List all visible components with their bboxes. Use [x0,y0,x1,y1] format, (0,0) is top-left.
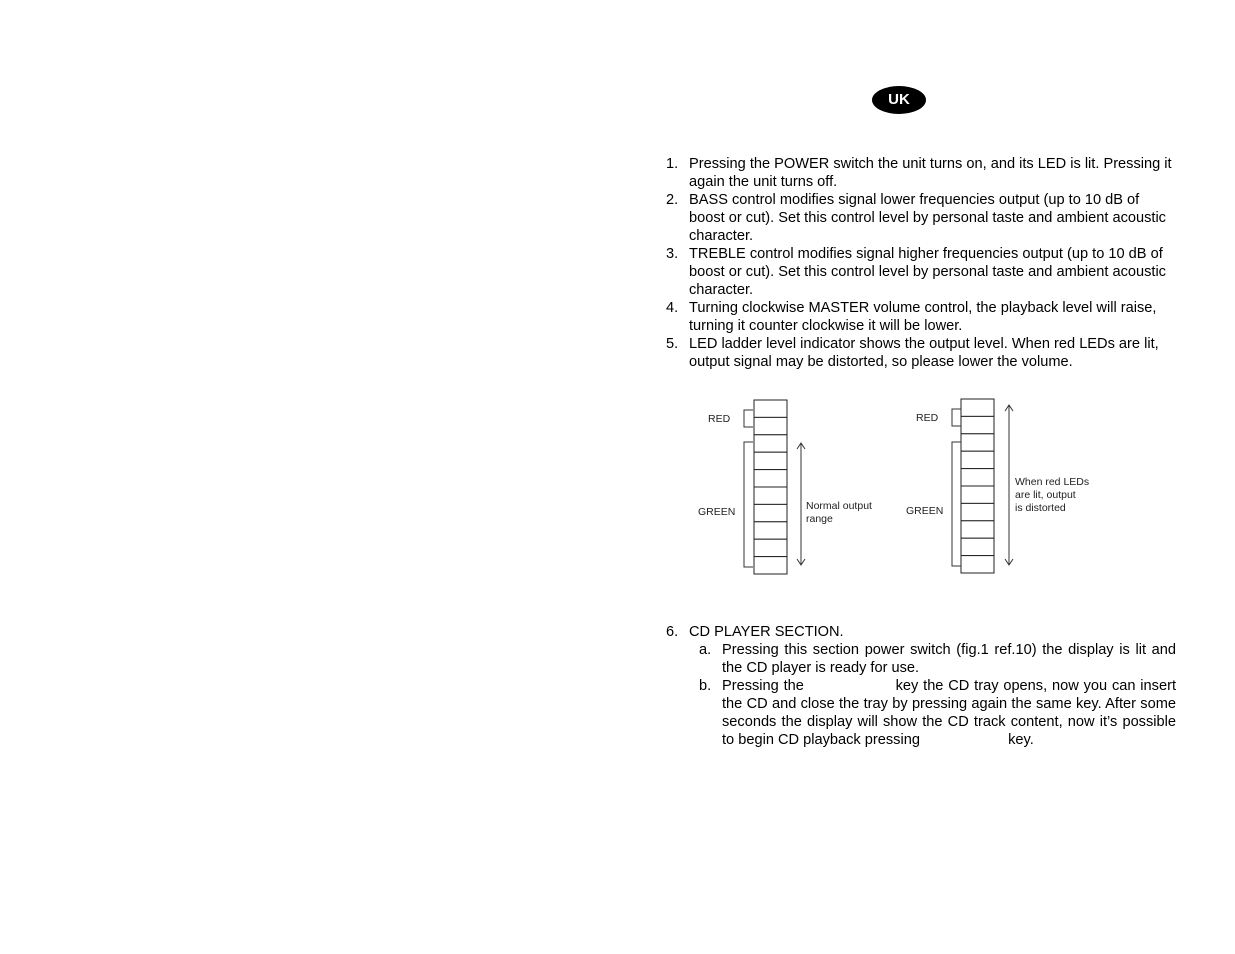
item-text: BASS control modifies signal lower frequencies output (up to 10 dB of boost or cut). Set this control level by personal taste and ambient acoustic character. [689,192,1166,244]
sub-item-text-part2: key the CD tray opens, now you can insert the CD and close the tray by pressing again the same key. After some seconds the display will show the CD track content, now it’s possible to begin CD playback pressing [722,678,1176,748]
red-bracket [744,410,753,427]
red-label: RED [708,413,731,425]
led-segments [754,400,787,574]
item-text: TREBLE control modifies signal higher frequencies output (up to 10 dB of boost or cut). Set this control level by personal taste and ambient acoustic character. [689,246,1166,298]
distort-note-line2: are lit, output [1015,489,1076,501]
led-segment [961,434,994,451]
led-segment [754,417,787,434]
item-number: 2. [666,192,679,208]
green-bracket [952,442,961,566]
item-number: 1. [666,156,679,172]
distort-note-line3: is distorted [1015,502,1066,514]
list-item [664,155,1176,191]
led-ladder-diagram [690,392,1110,582]
led-segment [754,400,787,417]
sub-item-letter: b. [699,678,712,694]
led-segment [961,538,994,555]
red-label: RED [916,412,939,424]
green-bracket [744,442,753,567]
item-text: Pressing the POWER switch the unit turns on, and its LED is lit. Pressing it again the unit turns off. [689,156,1172,190]
uk-language-badge: UK [872,86,926,114]
led-segment [961,503,994,520]
led-segment [961,469,994,486]
list-item [664,245,1176,299]
led-segment [961,486,994,503]
range-note-line2: range [806,513,833,525]
led-segment [961,556,994,573]
sub-item-letter: a. [699,642,712,658]
led-segment [754,522,787,539]
list-item [664,299,1176,335]
sub-item-a [664,641,1176,677]
led-segment [961,416,994,433]
sub-item-text-part1: Pressing the [722,678,804,694]
green-label: GREEN [698,506,736,518]
sub-item-text-part3: key. [1008,732,1034,748]
item-number: 5. [666,336,679,352]
led-segment [961,521,994,538]
list-item [664,335,1176,371]
list-item [664,191,1176,245]
distort-note-line1: When red LEDs [1015,476,1090,488]
item-number: 3. [666,246,679,262]
led-segment [754,557,787,574]
led-segments [961,399,994,573]
led-segment [754,452,787,469]
led-segment [754,435,787,452]
normal-ladder [698,400,872,574]
item-number: 4. [666,300,679,316]
list-item [664,623,1176,641]
sub-item-b [664,677,1176,749]
led-segment [961,451,994,468]
green-label: GREEN [906,505,944,517]
distorted-ladder [906,399,1089,573]
led-segment [754,470,787,487]
led-segment [754,504,787,521]
sub-item-text: Pressing this section power switch (fig.1 ref.10) the display is lit and the CD player is ready for use. [722,642,1176,676]
item-number: 6. [666,624,679,640]
cd-section [664,623,1176,749]
item-text: LED ladder level indicator shows the output level. When red LEDs are lit, output signal may be distorted, so please lower the volume. [689,336,1159,370]
red-bracket [952,409,961,426]
led-segment [754,539,787,556]
range-note-line1: Normal output [806,500,872,512]
cd-section-title: CD PLAYER SECTION. [689,624,844,640]
instruction-list [664,155,1176,371]
led-segment [961,399,994,416]
led-segment [754,487,787,504]
item-text: Turning clockwise MASTER volume control, the playback level will raise, turning it counter clockwise it will be lower. [689,300,1157,334]
